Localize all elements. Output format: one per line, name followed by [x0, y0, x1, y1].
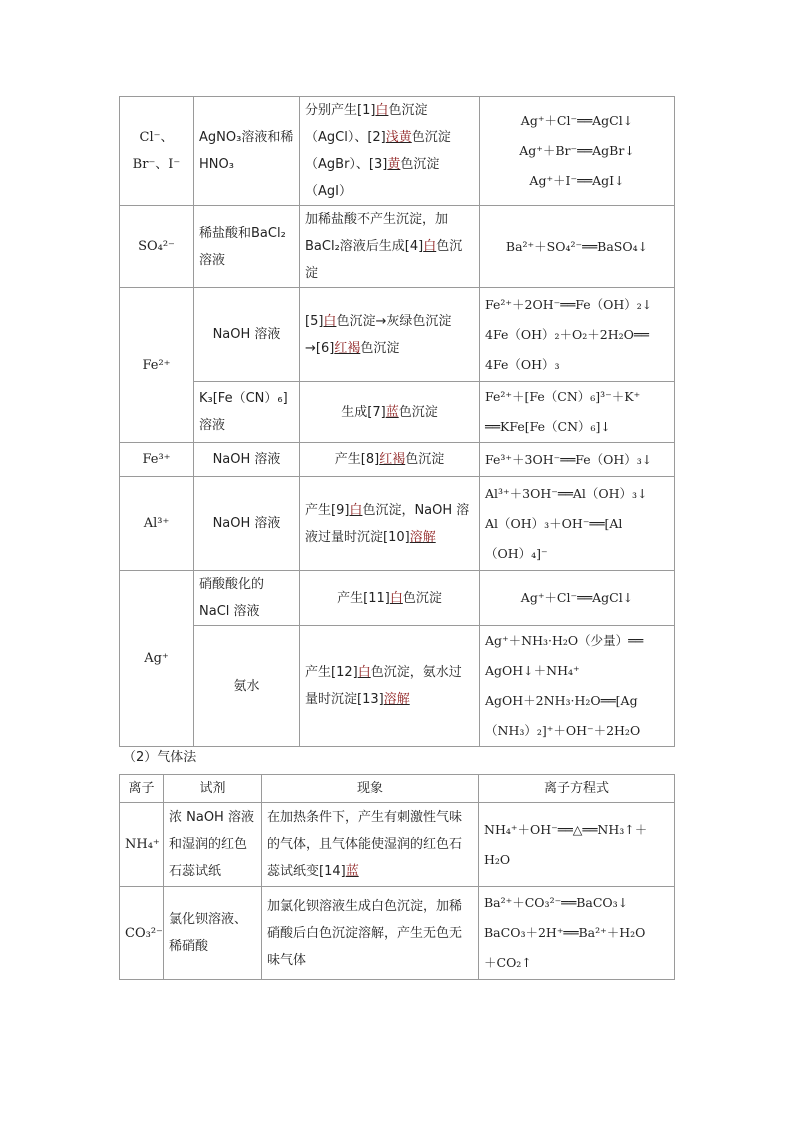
equation: 4Fe（OH）₃: [485, 356, 560, 372]
equation: （OH）₄]⁻: [485, 545, 548, 561]
ion-cell: CO₃²⁻: [120, 887, 164, 980]
equation: NH₄⁺＋OH⁻══△══NH₃↑＋H₂O: [484, 821, 648, 867]
table-header-row: [120, 775, 675, 803]
equation-cell: [479, 803, 675, 887]
reagent-cell: K₃[Fe（CN）₆]溶液: [194, 382, 300, 443]
phenomenon-cell: 产生[12]白色沉淀，氨水过量时沉淀[13]溶解: [300, 626, 480, 747]
reagent-cell: 氯化钡溶液、稀硝酸: [164, 887, 262, 980]
precipitation-table: [119, 96, 675, 747]
answer-blank-13: 溶解: [383, 692, 410, 707]
phenomenon-cell: 加氯化钡溶液生成白色沉淀，加稀硝酸后白色沉淀溶解，产生无色无味气体: [262, 887, 479, 980]
answer-blank-5: 白: [323, 313, 337, 329]
table-row: [120, 206, 675, 288]
answer-blank-6: 红褐: [334, 340, 361, 356]
answer-blank-11: 白: [389, 590, 403, 606]
equation: AgOH↓＋NH₄⁺: [485, 663, 580, 678]
table-row: [120, 887, 675, 980]
ion-cell: Fe³⁺: [120, 443, 194, 477]
equation-cell: [480, 382, 675, 443]
equation-cell: [480, 206, 675, 288]
table-row: [120, 626, 675, 747]
answer-blank-7: 蓝: [385, 404, 399, 420]
section-caption: （2）气体法: [123, 750, 197, 765]
ion-cell: Cl⁻、Br⁻、I⁻: [120, 97, 194, 206]
phenomenon-cell: 产生[11]白色沉淀: [300, 571, 480, 626]
reagent-cell: 稀盐酸和BaCl₂溶液: [194, 206, 300, 288]
reagent-cell: NaOH 溶液: [194, 288, 300, 382]
phenomenon-cell: 产生[8]红褐色沉淀: [300, 443, 480, 477]
equation-cell: [480, 626, 675, 747]
answer-blank-10: 溶解: [409, 529, 436, 545]
equation: （NH₃）₂]⁺＋OH⁻＋2H₂O: [485, 723, 641, 738]
equation-cell: [480, 97, 675, 206]
equation: Al³⁺＋3OH⁻══Al（OH）₃↓: [485, 485, 648, 501]
phenomenon-cell: 生成[7]蓝色沉淀: [300, 382, 480, 443]
equation: BaCO₃＋2H⁺══Ba²⁺＋H₂O: [484, 925, 646, 940]
equation: Al（OH）₃＋OH⁻══[Al: [485, 515, 623, 531]
answer-blank-12: 白: [357, 665, 371, 680]
equation: Ag⁺＋Br⁻══AgBr↓: [519, 143, 635, 158]
answer-blank-1: 白: [375, 103, 389, 118]
table-row: [120, 571, 675, 626]
equation: Ag⁺＋NH₃·H₂O（少量）══: [485, 633, 644, 648]
reagent-cell: AgNO₃溶液和稀HNO₃: [194, 97, 300, 206]
answer-blank-9: 白: [349, 502, 363, 518]
equation: ══KFe[Fe（CN）₆]↓: [485, 419, 611, 434]
phenomenon-cell: 分别产生[1]白色沉淀（AgCl）、[2]浅黄色沉淀（AgBr）、[3]黄色沉淀（AgI）: [300, 97, 480, 206]
answer-blank-3: 黄: [387, 157, 401, 172]
ion-cell: Fe²⁺: [120, 288, 194, 443]
equation: Ag⁺＋Cl⁻══AgCl↓: [520, 590, 634, 605]
reagent-cell: NaOH 溶液: [194, 477, 300, 571]
equation: Ag⁺＋Cl⁻══AgCl↓: [520, 113, 634, 128]
equation: Fe²⁺＋2OH⁻══Fe（OH）₂↓: [485, 296, 653, 312]
ion-cell: SO₄²⁻: [120, 206, 194, 288]
table-row: [120, 443, 675, 477]
ion-cell: NH₄⁺: [120, 803, 164, 887]
ion-cell: Ag⁺: [120, 571, 194, 747]
equation-cell: [480, 288, 675, 382]
equation: Fe²⁺＋[Fe（CN）₆]³⁻＋K⁺: [485, 389, 641, 404]
equation: Ag⁺＋I⁻══AgI↓: [529, 173, 625, 188]
equation-cell: [480, 477, 675, 571]
phenomenon-cell: 产生[9]白色沉淀，NaOH 溶液过量时沉淀[10]溶解: [300, 477, 480, 571]
table-row: [120, 382, 675, 443]
column-header: 现象: [262, 775, 479, 803]
reagent-cell: 浓 NaOH 溶液和湿润的红色石蕊试纸: [164, 803, 262, 887]
reagent-cell: NaOH 溶液: [194, 443, 300, 477]
reagent-cell: 硝酸酸化的NaCl 溶液: [194, 571, 300, 626]
phenomenon-cell: 加稀盐酸不产生沉淀，加BaCl₂溶液后生成[4]白色沉淀: [300, 206, 480, 288]
equation: 4Fe（OH）₂＋O₂＋2H₂O══: [485, 326, 649, 342]
reagent-cell: 氨水: [194, 626, 300, 747]
equation: Ba²⁺＋SO₄²⁻══BaSO₄↓: [505, 238, 649, 254]
answer-blank-4: 白: [423, 239, 437, 254]
table-row: [120, 803, 675, 887]
column-header: 试剂: [164, 775, 262, 803]
answer-blank-2: 浅黄: [385, 130, 412, 145]
column-header: 离子方程式: [479, 775, 675, 803]
phenomenon-cell: 在加热条件下，产生有刺激性气味的气体，且气体能使湿润的红色石蕊试纸变[14]蓝: [262, 803, 479, 887]
ion-cell: Al³⁺: [120, 477, 194, 571]
answer-blank-14: 蓝: [345, 864, 359, 879]
column-header: 离子: [120, 775, 164, 803]
table-row: [120, 477, 675, 571]
gas-method-table: [119, 774, 675, 980]
table-row: [120, 97, 675, 206]
equation: AgOH＋2NH₃·H₂O══[Ag: [485, 693, 638, 708]
equation-cell: [480, 571, 675, 626]
equation: Fe³⁺＋3OH⁻══Fe（OH）₃↓: [485, 451, 653, 467]
equation-cell: [479, 887, 675, 980]
phenomenon-cell: [5]白色沉淀→灰绿色沉淀→[6]红褐色沉淀: [300, 288, 480, 382]
equation: ＋CO₂↑: [484, 955, 532, 970]
equation-cell: [480, 443, 675, 477]
answer-blank-8: 红褐: [379, 452, 406, 467]
table-row: [120, 288, 675, 382]
equation: Ba²⁺＋CO₃²⁻══BaCO₃↓: [484, 895, 629, 910]
